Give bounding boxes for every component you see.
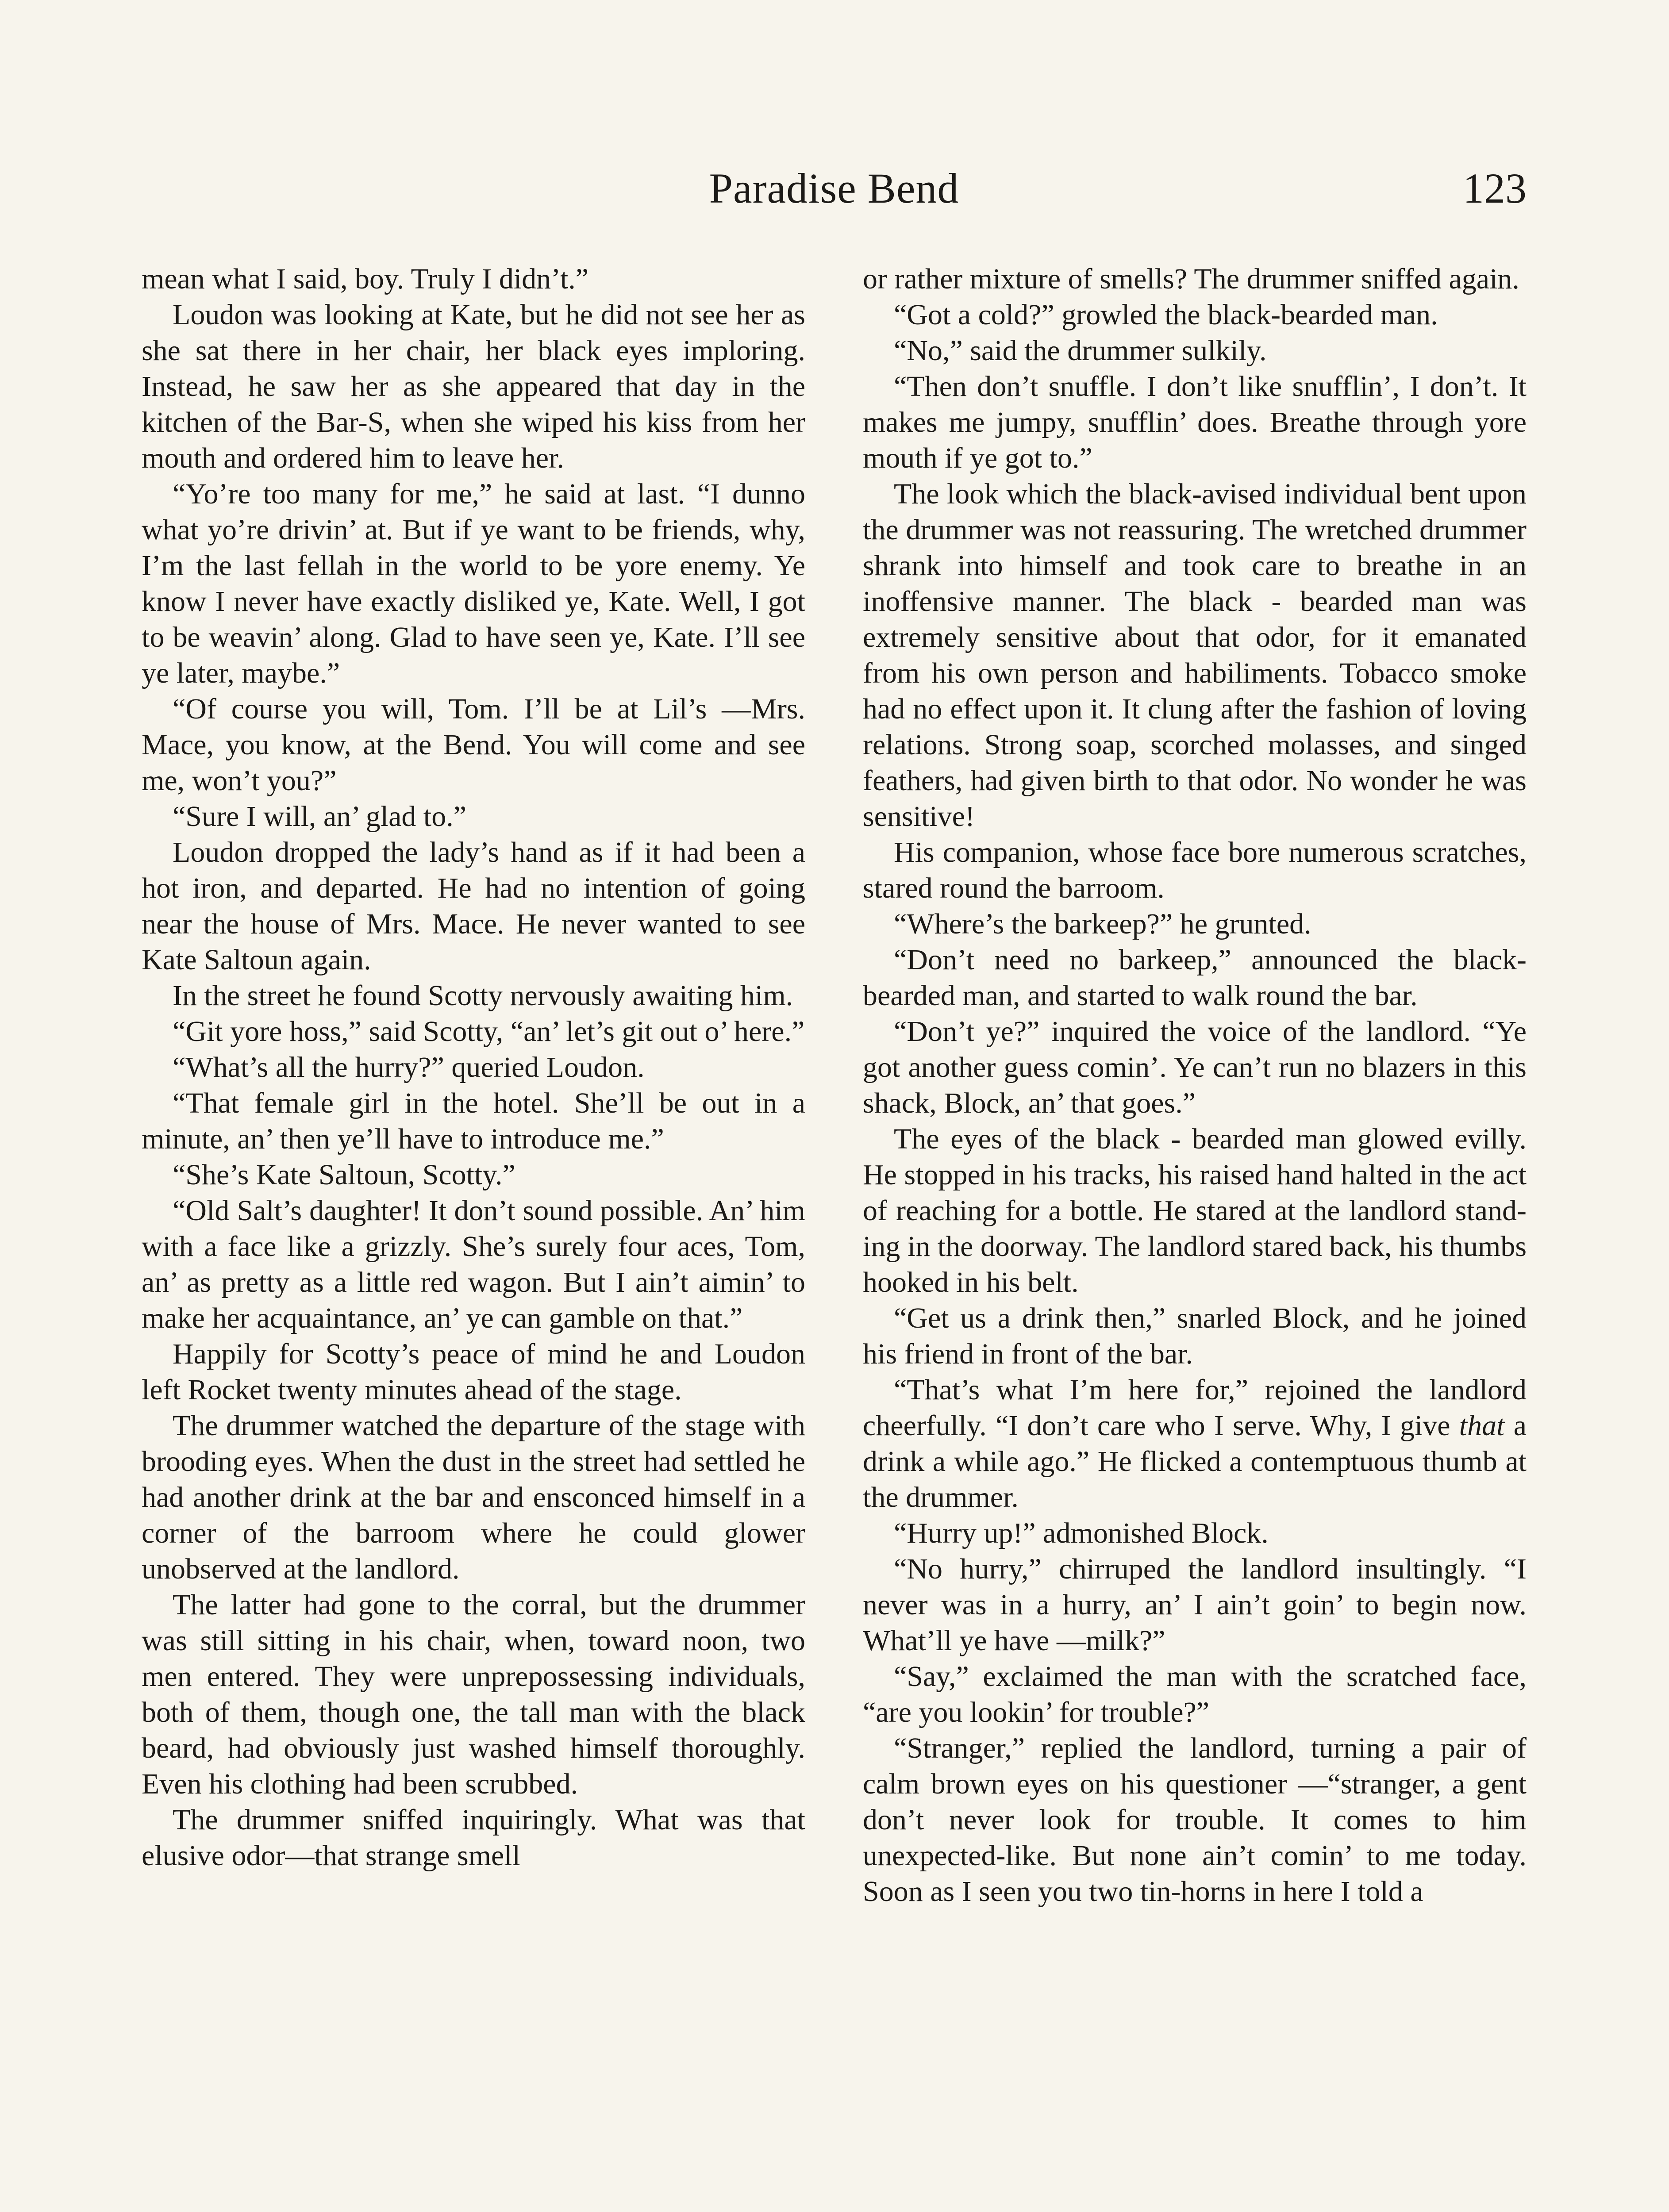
paragraph	[142, 1014, 805, 1049]
paragraph	[863, 476, 1527, 834]
paragraph	[142, 1587, 805, 1802]
paragraph	[142, 1049, 805, 1085]
paragraph	[142, 1408, 805, 1587]
paragraph	[142, 1193, 805, 1336]
right-column	[863, 261, 1527, 1909]
paragraph-text: “That female girl in the hotel. She’ll be out in a minute, an’ then ye’ll have to introduce me.”	[142, 1087, 805, 1155]
paragraph-text: “Yo’re too many for me,” he said at last. “I dunno what yo’re drivin’ at. But if ye want to be friends, why, I’m the last fellah in the world to be yore enemy. Ye know I never have exactly disliked ye, Kate. Well, I got to be weavin’ along. Glad to have seen ye, Kate. I’ll see ye later, maybe.”	[142, 478, 805, 689]
paragraph	[863, 1014, 1527, 1121]
paragraph-text: “Git yore hoss,” said Scotty, “an’ let’s git out o’ here.”	[173, 1015, 805, 1048]
paragraph-text: or rather mixture of smells? The drummer sniffed again.	[863, 263, 1519, 295]
paragraph-text: The eyes of the black - bearded man glowed evilly. He stopped in his tracks, his raised hand halted in the act of reaching for a bottle. He stared at the landlord standing in the doorway. The landlord stared back, his thumbs hooked in his belt.	[863, 1123, 1527, 1298]
paragraph-text: “Sure I will, an’ glad to.”	[173, 800, 467, 833]
paragraph-text: “That’s what I’m here for,” rejoined the landlord cheerfully. “I don’t care who I serve. Why, I give	[863, 1374, 1527, 1442]
paragraph	[863, 834, 1527, 906]
paragraph-text: “She’s Kate Saltoun, Scotty.”	[173, 1159, 515, 1191]
paragraph-text: Happily for Scotty’s peace of mind he and Loudon left Rocket twenty minutes ahead of the stage.	[142, 1338, 805, 1406]
paragraph	[142, 1336, 805, 1408]
paragraph	[863, 1659, 1527, 1730]
paragraph-text: His companion, whose face bore numerous scratches, stared round the barroom.	[863, 836, 1527, 904]
paragraph-text: The drummer watched the departure of the stage with brooding eyes. When the dust in the street had settled he had another drink at the bar and ensconced himself in a corner of the barroom where he could glower unobserved at the landlord.	[142, 1409, 805, 1585]
paragraph-text: “Then don’t snuffle. I don’t like snufflin’, I don’t. It makes me jumpy, snufflin’ does. Breathe through yore mouth if ye got to.”	[863, 370, 1527, 474]
paragraph-text: “Got a cold?” growled the black-bearded man.	[894, 299, 1438, 331]
paragraph-text: “Where’s the barkeep?” he grunted.	[894, 908, 1311, 940]
paragraph-text: “Old Salt’s daughter! It don’t sound possible. An’ him with a face like a grizzly. She’s surely four aces, Tom, an’ as pretty as a little red wagon. But I ain’t aimin’ to make her acquaintance, an’ ye can gamble on that.”	[142, 1194, 805, 1334]
paragraph	[863, 1121, 1527, 1300]
paragraph	[863, 1372, 1527, 1515]
paragraph-text: “Of course you will, Tom. I’ll be at Lil’s —Mrs. Mace, you know, at the Bend. You will come and see me, won’t you?”	[142, 693, 805, 797]
paragraph	[142, 1802, 805, 1874]
paragraph	[863, 297, 1527, 333]
paragraph	[142, 476, 805, 691]
paragraph	[863, 1551, 1527, 1659]
paragraph-text: Loudon dropped the lady’s hand as if it had been a hot iron, and departed. He had no intention of going near the house of Mrs. Mace. He never wanted to see Kate Saltoun again.	[142, 836, 805, 976]
paragraph-text: “Hurry up!” admonished Block.	[894, 1517, 1269, 1549]
emphasis-text: that	[1459, 1409, 1505, 1442]
paragraph	[142, 1085, 805, 1157]
page-title: Paradise Bend	[709, 165, 959, 212]
paragraph	[142, 297, 805, 476]
paragraph-text: mean what I said, boy. Truly I didn’t.”	[142, 263, 589, 295]
paragraph	[863, 261, 1527, 297]
paragraph-text: “Stranger,” replied the landlord, turning a pair of calm brown eyes on his questioner —“stranger, a gent don’t never look for trouble. It comes to him unexpected-like. But none ain’t comin’ to me today. Soon as I seen you two tin-horns in here I told a	[863, 1732, 1527, 1908]
paragraph	[863, 1730, 1527, 1909]
paragraph-text: “No,” said the drummer sulkily.	[894, 334, 1267, 367]
paragraph-text: Loudon was looking at Kate, but he did not see her as she sat there in her chair, her black eyes imploring. Instead, he saw her as she appeared that day in the kitchen of the Bar-S, when she wiped his kiss from her mouth and ordered him to leave her.	[142, 299, 805, 474]
paragraph	[142, 1157, 805, 1193]
paragraph-text: “What’s all the hurry?” queried Loudon.	[173, 1051, 645, 1083]
paragraph	[863, 906, 1527, 942]
paragraph	[863, 333, 1527, 369]
left-column	[142, 261, 805, 1909]
text-columns	[142, 261, 1527, 1909]
paragraph-text: The look which the black-avised individual bent upon the drummer was not reassuring. The wretched drummer shrank into himself and took care to breathe in an inoffensive manner. The black - bearded man was extremely sensitive about that odor, for it emanated from his own person and habiliments. Tobacco smoke had no effect upon it. It clung after the fashion of loving relations. Strong soap, scorched molasses, and singed feathers, had given birth to that odor. No wonder he was sensitive!	[863, 478, 1527, 833]
paragraph	[863, 369, 1527, 476]
paragraph	[142, 799, 805, 834]
paragraph	[142, 261, 805, 297]
running-head	[142, 164, 1527, 226]
paragraph-text: The latter had gone to the corral, but the drummer was still sitting in his chair, when, toward noon, two men entered. They were unprepossessing individuals, both of them, though one, the tall man with the black beard, had obviously just washed himself thoroughly. Even his clothing had been scrubbed.	[142, 1589, 805, 1800]
paragraph-text: “Don’t need no barkeep,” announced the black-bearded man, and started to walk round the bar.	[863, 944, 1527, 1012]
paragraph-text: “Don’t ye?” inquired the voice of the landlord. “Ye got another guess comin’. Ye can’t run no blazers in this shack, Block, an’ that goes.”	[863, 1015, 1527, 1119]
paragraph	[863, 942, 1527, 1014]
paragraph	[863, 1300, 1527, 1372]
paragraph-text: “Get us a drink then,” snarled Block, and he joined his friend in front of the bar.	[863, 1302, 1527, 1370]
paragraph	[142, 834, 805, 978]
paragraph-text: a drink a while ago.” He flicked a contemptuous thumb at the drummer.	[863, 1409, 1527, 1513]
paragraph-text: In the street he found Scotty nervously awaiting him.	[173, 979, 793, 1012]
paragraph	[142, 691, 805, 799]
paragraph-text: The drummer sniffed inquiringly. What was that elusive odor—that strange smell	[142, 1804, 805, 1872]
paragraph	[863, 1515, 1527, 1551]
paragraph	[142, 978, 805, 1014]
paragraph-text: “No hurry,” chirruped the landlord insultingly. “I never was in a hurry, an’ I ain’t goin’ to begin now. What’ll ye have —milk?”	[863, 1553, 1527, 1657]
page-number: 123	[1463, 165, 1527, 212]
paragraph-text: “Say,” exclaimed the man with the scratched face, “are you lookin’ for trouble?”	[863, 1660, 1527, 1728]
